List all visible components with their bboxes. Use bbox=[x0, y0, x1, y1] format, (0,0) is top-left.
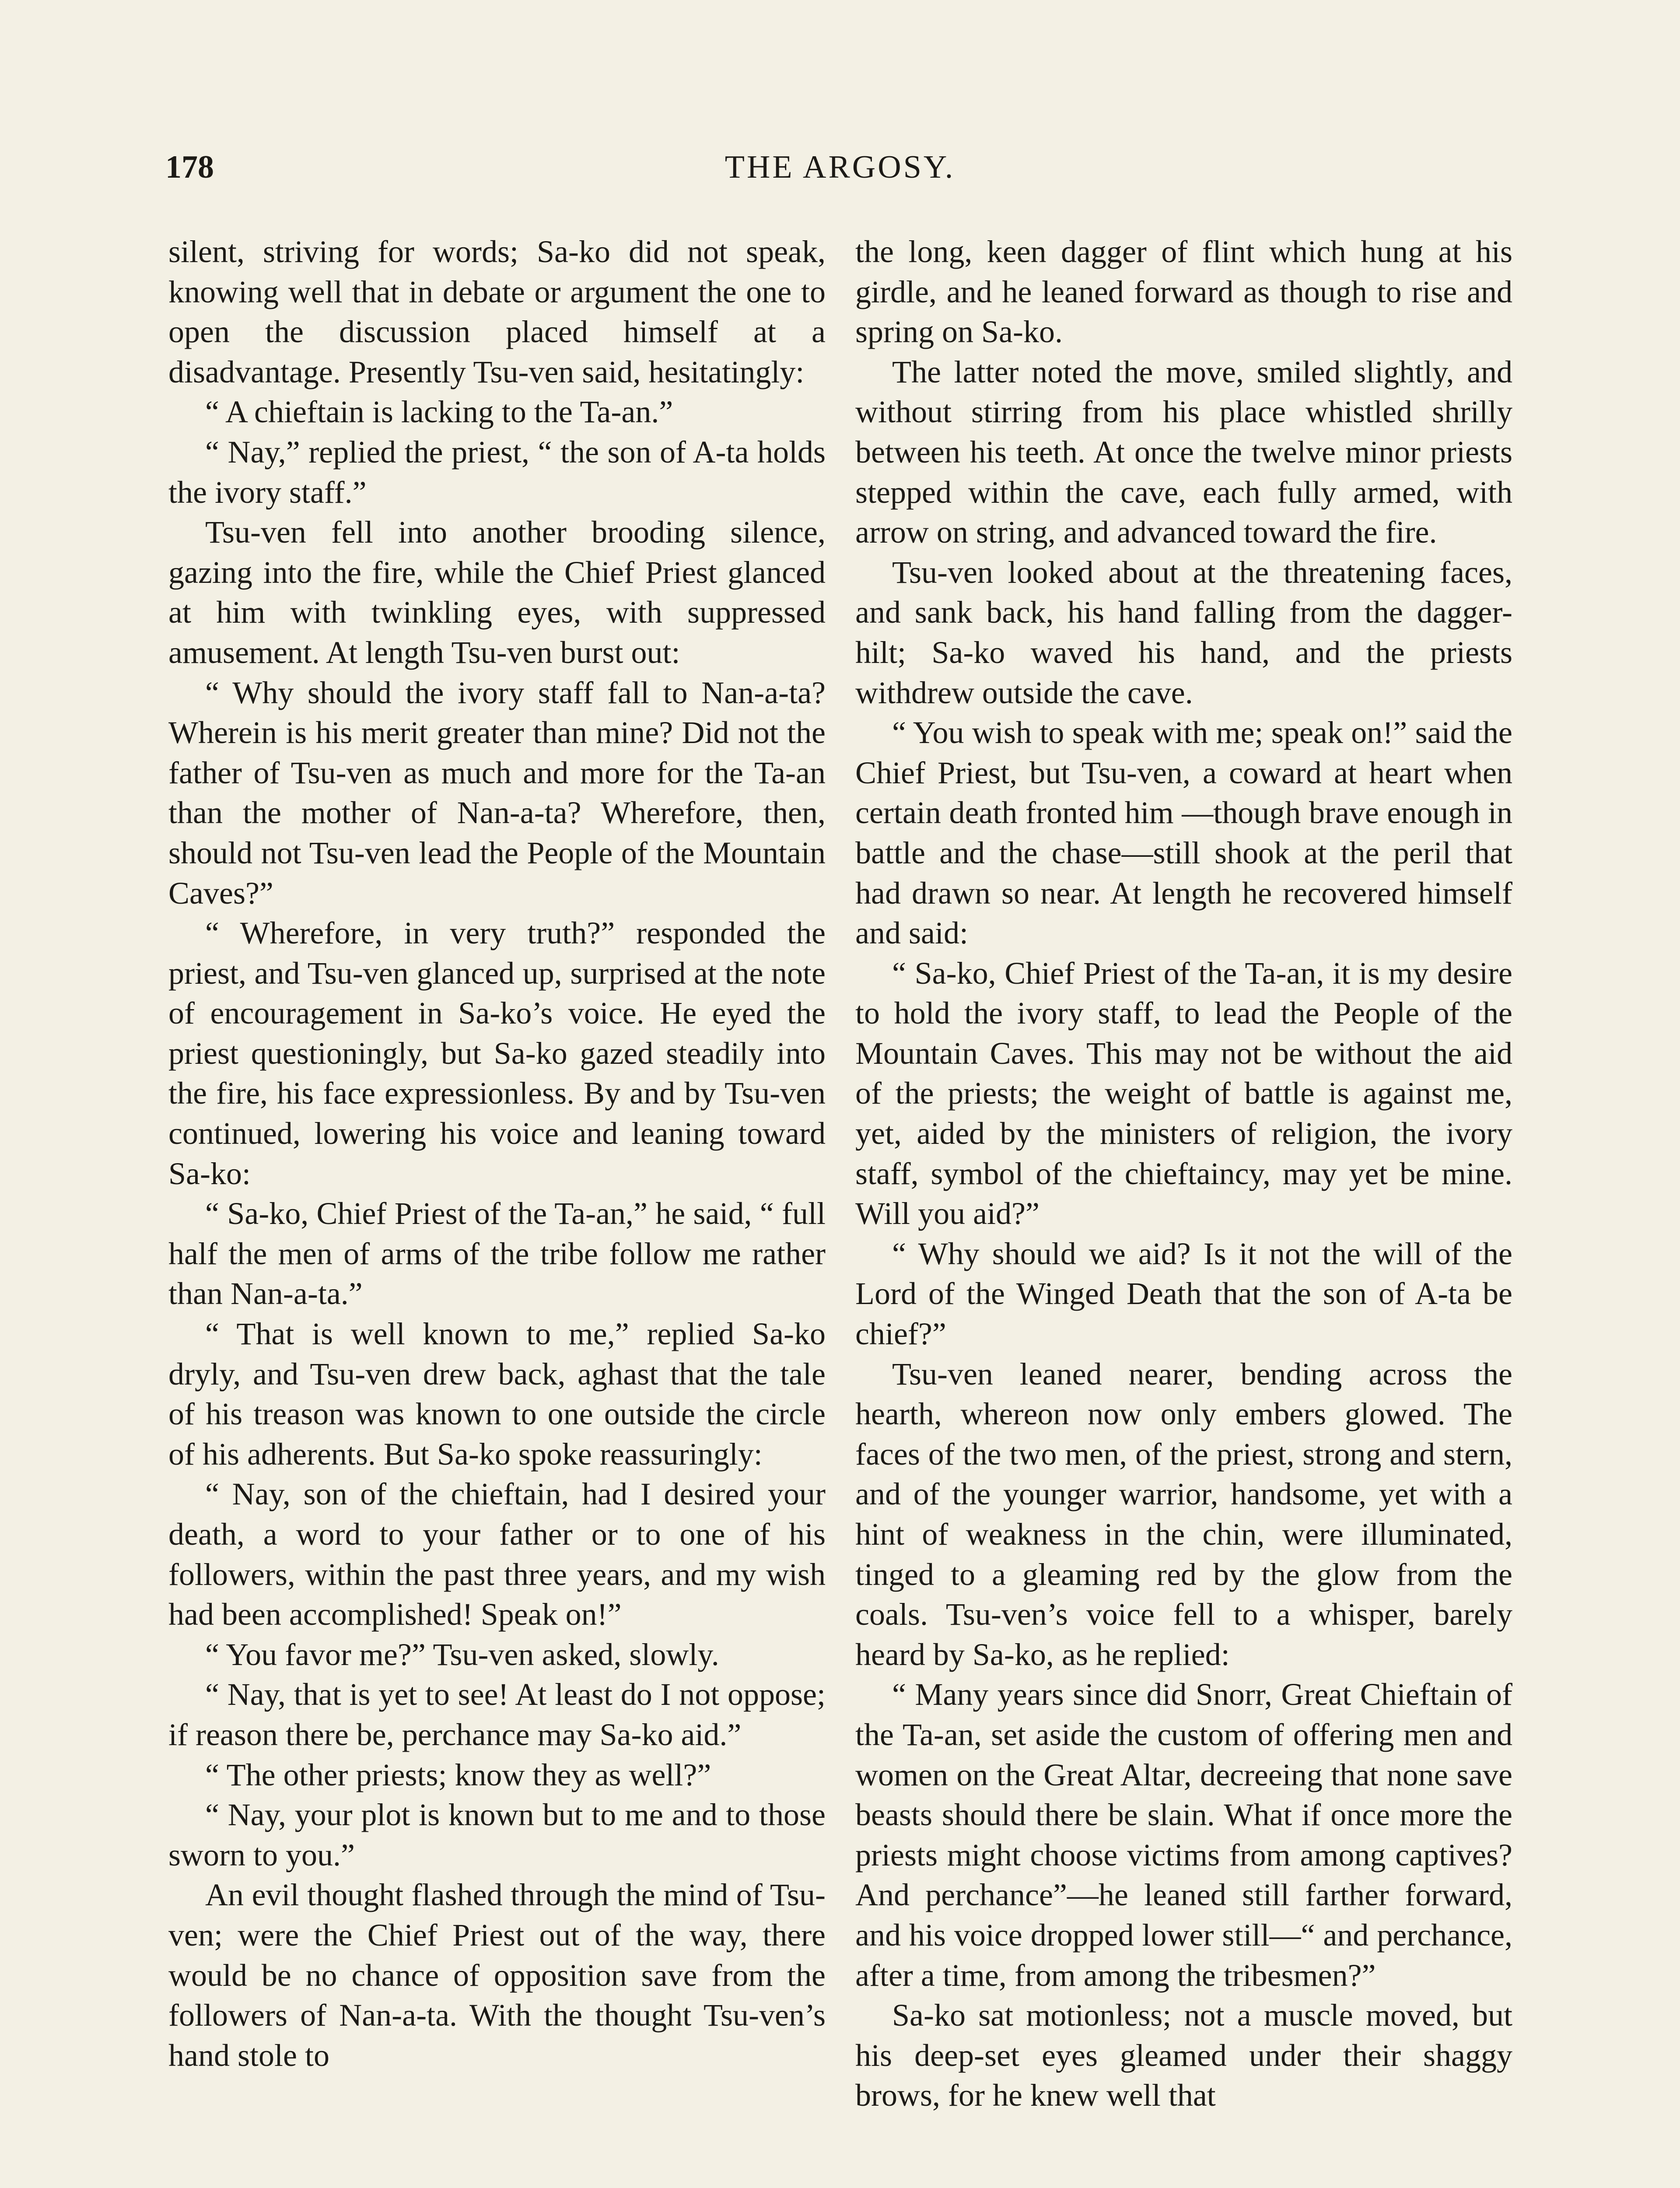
paragraph: “ That is well known to me,” replied Sa-ko dryly, and Tsu-ven drew back, aghast that the tale of his treason was known to one outside the circle of his adherents. But Sa-ko spoke reassuringly: bbox=[168, 1316, 826, 1472]
paragraph: “ Sa-ko, Chief Priest of the Ta-an,” he said, “ full half the men of arms of the tribe follow me rather than Nan-a-ta.” bbox=[168, 1196, 826, 1311]
paragraph: “ Many years since did Snorr, Great Chieftain of the Ta-an, set aside the custom of offering men and women on the Great Altar, decreeing that none save beasts should there be slain. What if once more the priests might choose victims from among captives? And perchance”—he leaned still farther forward, and his voice dropped lower still—“ and perchance, after a time, from among the tribesmen?” bbox=[855, 1677, 1512, 1993]
page-number: 178 bbox=[165, 149, 214, 185]
paragraph: silent, striving for words; Sa-ko did not speak, knowing well that in debate or argument the one to open the discussion placed himself at a disadvantage. Presently Tsu-ven said, hesitatingly: bbox=[168, 234, 826, 389]
paragraph: “ Nay, your plot is known but to me and to those sworn to you.” bbox=[168, 1797, 826, 1872]
paragraph: “ A chieftain is lacking to the Ta-an.” bbox=[205, 394, 673, 430]
paragraph: “ You wish to speak with me; speak on!” said the Chief Priest, but Tsu-ven, a coward at heart when certain death fronted him —though brave enough in battle and the chase—still shook at the peril that had drawn so near. At length he recovered himself and said: bbox=[855, 715, 1512, 951]
paragraph: “ Why should the ivory staff fall to Nan-a-ta? Wherein is his merit greater than mine? Did not the father of Tsu-ven as much and more for the Ta-an than the mother of Nan-a-ta? Wherefore, then, should not Tsu-ven lead the People of the Mountain Caves?” bbox=[168, 675, 826, 911]
right-column bbox=[855, 232, 1512, 2116]
running-head bbox=[165, 149, 1515, 197]
paragraph: Sa-ko sat motionless; not a muscle moved, but his deep-set eyes gleamed under their shaggy brows, for he knew well that bbox=[855, 1998, 1512, 2113]
paragraph: “ Sa-ko, Chief Priest of the Ta-an, it is my desire to hold the ivory staff, to lead the People of the Mountain Caves. This may not be without the aid of the priests; the weight of battle is against me, yet, aided by the ministers of religion, the ivory staff, symbol of the chieftaincy, may yet be mine. Will you aid?” bbox=[855, 955, 1512, 1231]
paragraph: Tsu-ven fell into another brooding silence, gazing into the fire, while the Chief Priest glanced at him with twinkling eyes, with suppressed amusement. At length Tsu-ven burst out: bbox=[168, 515, 826, 670]
paragraph: Tsu-ven looked about at the threatening faces, and sank back, his hand falling from the dagger-hilt; Sa-ko waved his hand, and the priests withdrew outside the cave. bbox=[855, 554, 1512, 710]
paragraph: “ Wherefore, in very truth?” responded the priest, and Tsu-ven glanced up, surprised at the note of encouragement in Sa-ko’s voice. He eyed the priest questioningly, but Sa-ko gazed steadily into the fire, his face expressionless. By and by Tsu-ven continued, lowering his voice and leaning toward Sa-ko: bbox=[168, 915, 826, 1191]
paragraph: Tsu-ven leaned nearer, bending across the hearth, whereon now only embers glowed. The faces of the two men, of the priest, strong and stern, and of the younger warrior, handsome, yet with a hint of weakness in the chin, were illuminated, tinged to a gleaming red by the glow from the coals. Tsu-ven’s voice fell to a whisper, barely heard by Sa-ko, as he replied: bbox=[855, 1356, 1512, 1672]
paragraph: “ Nay, that is yet to see! At least do I not oppose; if reason there be, perchance may Sa-ko aid.” bbox=[168, 1677, 826, 1752]
paragraph: “ Why should we aid? Is it not the will of the Lord of the Winged Death that the son of A-ta be chief?” bbox=[855, 1236, 1512, 1352]
left-column bbox=[168, 232, 826, 2076]
paragraph: “ Nay, son of the chieftain, had I desired your death, a word to your father or to one of his followers, within the past three years, and my wish had been accomplished! Speak on!” bbox=[168, 1476, 826, 1632]
paragraph: the long, keen dagger of flint which hung at his girdle, and he leaned forward as though to rise and spring on Sa-ko. bbox=[855, 234, 1512, 350]
paragraph: An evil thought flashed through the mind of Tsu-ven; were the Chief Priest out of the way, there would be no chance of opposition save from the followers of Nan-a-ta. With the thought Tsu-ven’s hand stole to bbox=[168, 1877, 826, 2073]
journal-title: THE ARGOSY. bbox=[724, 149, 956, 185]
paragraph: “ You favor me?” Tsu-ven asked, slowly. bbox=[205, 1637, 719, 1672]
paragraph: The latter noted the move, smiled slightly, and without stirring from his place whistled shrilly between his teeth. At once the twelve minor priests stepped within the cave, each fully armed, with arrow on string, and advanced toward the fire. bbox=[855, 354, 1512, 550]
paragraph: “ Nay,” replied the priest, “ the son of A-ta holds the ivory staff.” bbox=[168, 434, 826, 510]
paragraph: “ The other priests; know they as well?” bbox=[205, 1757, 711, 1792]
